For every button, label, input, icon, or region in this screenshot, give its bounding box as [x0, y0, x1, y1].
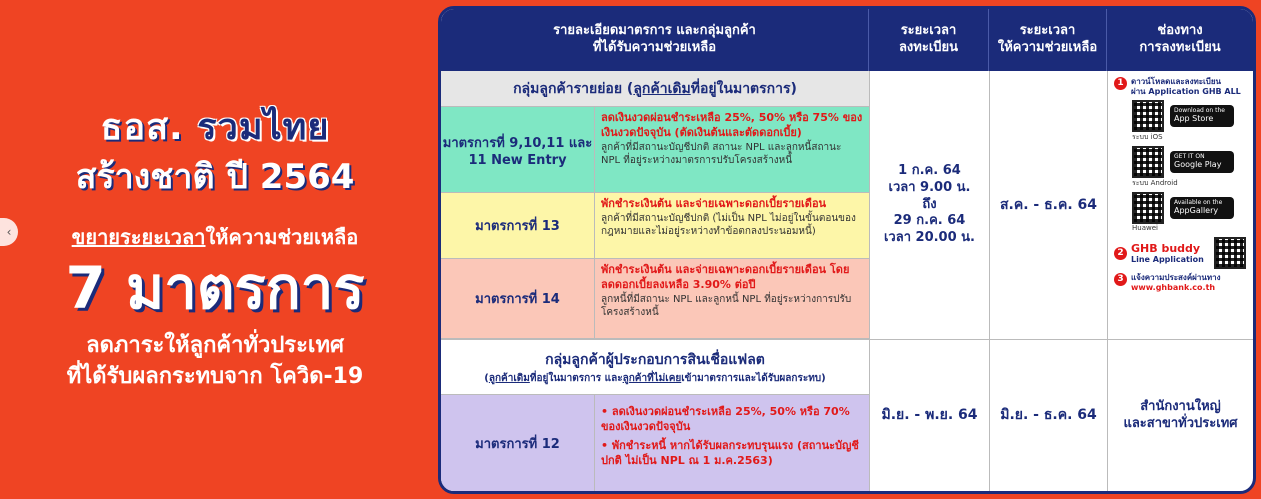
header-reg-l2: ลงทะเบียน [898, 40, 959, 55]
group-flat-title [441, 339, 869, 395]
channel-3 [1114, 273, 1247, 293]
number-3-icon: 3 [1114, 273, 1127, 286]
channel-2-label: Line Application [1131, 254, 1204, 264]
huawei-label: Huawei [1132, 224, 1158, 233]
appgallery-row [1132, 192, 1247, 224]
measure-12-bullet-2: • พักชำระหนี้ หากได้รับผลกระทบรุนแรง (สถานะบัญชีปกติ ไม่เป็น NPL ณ 1 ม.ค.2563) [601, 438, 859, 467]
gplay-label: Google Play [1174, 160, 1222, 170]
brand-subtitle: สร้างชาติ ปี 2564 [75, 157, 355, 198]
subline-2: ที่ได้รับผลกระทบจาก โควิด-19 [66, 363, 364, 389]
channel-3-url[interactable]: www.ghbank.co.th [1131, 283, 1216, 293]
measure-14-name: มาตรการที่ 14 [441, 259, 595, 339]
gplay-small: GET IT ON [1174, 153, 1205, 161]
group1-registration-period [869, 71, 989, 339]
group2-channel [1107, 339, 1253, 491]
android-label: ระบบ Android [1132, 179, 1178, 188]
group1-title-u: ลูกค้าเดิม [633, 80, 691, 97]
group1-title-a: กลุ่มลูกค้ารายย่อย ( [513, 80, 634, 97]
appstore-badge[interactable] [1170, 105, 1234, 126]
header-channel-l1: ช่องทาง [1157, 23, 1203, 39]
measure-13-name: มาตรการที่ 13 [441, 193, 595, 259]
reg-l4: 29 ก.ค. 64 [893, 213, 966, 229]
brand-word: รวมไทย [197, 107, 330, 149]
group2-sub-u2: ลูกค้าที่ไม่เคย [622, 372, 682, 384]
measure-13-highlight: พักชำระเงินต้น และจ่ายเฉพาะดอกเบี้ยรายเดือน [601, 197, 827, 210]
reg-l3: ถึง [922, 196, 937, 212]
number-2-icon: 2 [1114, 247, 1127, 260]
extend-line [72, 221, 359, 253]
brand-prefix: ธอส. [100, 107, 184, 149]
channel-1-l2: ผ่าน Application GHB ALL [1131, 86, 1241, 96]
group2-sub-u1: ลูกค้าเดิม [488, 372, 530, 384]
measure-13-detail: ลูกค้าที่มีสถานะบัญชีปกติ (ไม่เป็น NPL ไม่อยู่ในขั้นตอนของกฎหมายและไม่อยู่ระหว่างทำข้อตกลงประนอมหนี้) [601, 212, 856, 238]
group2-help-period: มิ.ย. - ธ.ค. 64 [989, 339, 1107, 491]
google-play-badge[interactable] [1170, 151, 1234, 172]
group2-sub-a: ( [484, 372, 489, 384]
header-channels [1107, 9, 1253, 71]
header-help-l2: ให้ความช่วยเหลือ [997, 40, 1098, 55]
group2-channel-l1: สำนักงานใหญ่ [1140, 398, 1221, 414]
channel-1 [1114, 77, 1247, 96]
header-details-l2: ที่ได้รับความช่วยเหลือ [592, 40, 717, 55]
measure-14-highlight: พักชำระเงินต้น และจ่ายเฉพาะดอกเบี้ยรายเดือน โดยลดดอกเบี้ยลงเหลือ 3.90% ต่อปี [601, 263, 850, 291]
group1-title-b: ที่อยู่ในมาตรการ) [690, 80, 797, 97]
appstore-small: Download on the [1174, 107, 1225, 115]
header-reg-l1: ระยะเวลา [900, 23, 957, 39]
gplay-row [1132, 146, 1247, 178]
channels-cell [1107, 71, 1253, 339]
measure-13-desc [595, 193, 869, 259]
qr-code-icon [1132, 146, 1164, 178]
promo-panel [0, 0, 430, 499]
channel-1-l1: ดาวน์โหลดและลงทะเบียน [1131, 77, 1222, 86]
number-1-icon: 1 [1114, 77, 1127, 90]
qr-code-icon [1214, 237, 1246, 269]
measures-table [438, 6, 1256, 494]
group2-sub-c: เข้ามาตรการและได้รับผลกระทบ) [681, 372, 826, 384]
qr-code-icon [1132, 100, 1164, 132]
reg-l1: 1 ก.ค. 64 [898, 162, 961, 178]
qr-code-icon [1132, 192, 1164, 224]
appstore-row [1132, 100, 1247, 132]
group1-help-period: ส.ค. - ธ.ค. 64 [989, 71, 1107, 339]
measure-14-detail: ลูกหนี้ที่มีสถานะ NPL และลูกหนี้ NPL ที่อยู่ระหว่างการปรับโครงสร้างหนี้ [601, 293, 852, 319]
measure-12-bullet-1: • ลดเงินงวดผ่อนชำระเหลือ 25%, 50% หรือ 70% ของเงินงวดปัจจุบัน [601, 405, 850, 433]
group-retail-title [441, 71, 869, 107]
group2-title: กลุ่มลูกค้าผู้ประกอบการสินเชื่อแฟลต [545, 351, 765, 368]
measure-9-10-11-detail: ลูกค้าที่มีสถานะบัญชีปกติ สถานะ NPL และลูกหนี้สถานะ NPL ที่อยู่ระหว่างมาตรการปรับโครงสร้างหนี้ [601, 141, 842, 167]
header-channel-l2: การลงทะเบียน [1139, 40, 1221, 55]
extend-rest: ให้ความช่วยเหลือ [205, 225, 359, 250]
measure-12-name: มาตรการที่ 12 [441, 395, 595, 491]
appgallery-badge[interactable] [1170, 197, 1234, 218]
header-help-l1: ระยะเวลา [1019, 23, 1076, 39]
header-registration [869, 9, 989, 71]
measure-9-10-11-name: มาตรการที่ 9,10,11 และ 11 New Entry [441, 107, 595, 193]
appgallery-label: AppGallery [1174, 206, 1219, 216]
group2-registration-period: มิ.ย. - พ.ย. 64 [869, 339, 989, 491]
ghb-buddy-logo: GHB buddy [1131, 241, 1201, 255]
header-help-period [989, 9, 1107, 71]
reg-l5: เวลา 20.00 น. [883, 230, 975, 246]
measure-14-desc [595, 259, 869, 339]
extend-underlined: ขยายระยะเวลา [71, 225, 206, 250]
group2-channel-l2: และสาขาทั่วประเทศ [1123, 415, 1238, 431]
ios-label: ระบบ iOS [1132, 133, 1163, 142]
header-details-l1: รายละเอียดมาตรการ และกลุ่มลูกค้า [553, 23, 756, 39]
appgallery-small: Available on the [1174, 199, 1223, 207]
headline: 7 มาตรการ [65, 254, 365, 323]
chevron-left-icon: ‹ [6, 225, 12, 239]
reg-l2: เวลา 9.00 น. [888, 179, 971, 195]
subline-1: ลดภาระให้ลูกค้าทั่วประเทศ [86, 333, 344, 359]
appstore-label: App Store [1174, 114, 1214, 124]
group2-sub-b: ที่อยู่ในมาตรการ และ [529, 372, 623, 384]
measure-9-10-11-highlight: ลดเงินงวดผ่อนชำระเหลือ 25%, 50% หรือ 75% ของเงินงวดปัจจุบัน (ตัดเงินต้นและตัดดอกเบี้ย) [601, 111, 863, 139]
measure-12-desc [595, 395, 869, 491]
measure-9-10-11-desc [595, 107, 869, 193]
brand-title [100, 106, 329, 149]
header-details [441, 9, 869, 71]
channel-3-label: แจ้งความประสงค์ผ่านทาง [1131, 273, 1221, 283]
channel-2 [1114, 237, 1247, 269]
